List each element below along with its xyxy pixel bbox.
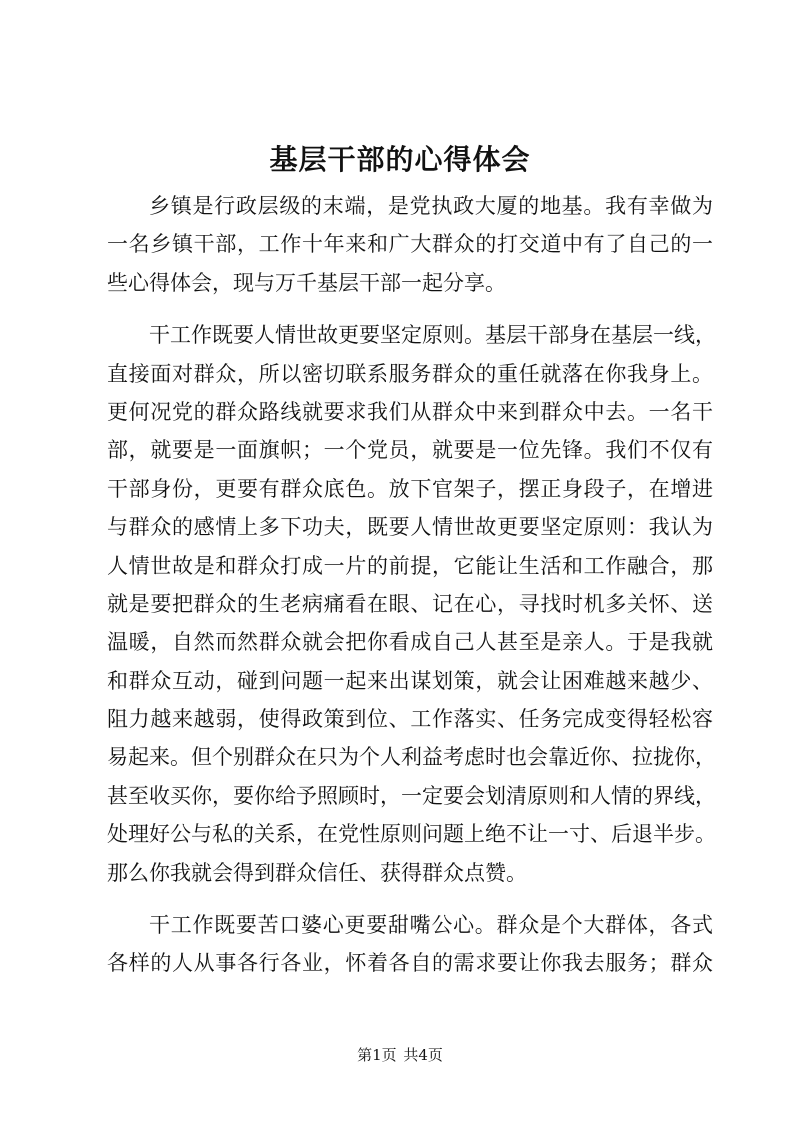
paragraph-2-line-8: 就是要把群众的生老病痛看在眼、记在心，寻找时机多关怀、送 [107, 591, 713, 616]
paragraph-2-line-14: 处理好公与私的关系，在党性原则问题上绝不让一寸、后退半步。 [107, 822, 716, 847]
paragraph-3-line-1: 干工作既要苦口婆心更要甜嘴公心。群众是个大群体，各式 [149, 913, 713, 938]
paragraph-2-line-2: 直接面对群众，所以密切联系服务群众的重任就落在你我身上。 [107, 361, 713, 386]
paragraph-2-line-15: 那么你我就会得到群众信任、获得群众点赞。 [107, 860, 527, 885]
page-number-label: 第1页 [357, 1046, 397, 1064]
paragraph-2-line-4: 部，就要是一面旗帜；一个党员，就要是一位先锋。我们不仅有 [107, 438, 713, 463]
page-footer [0, 1045, 800, 1065]
paragraph-2-line-11: 阻力越来越弱，使得政策到位、工作落实、任务完成变得轻松容 [107, 707, 713, 732]
page-total-label: 共4页 [403, 1046, 443, 1064]
paragraph-1-line-1: 乡镇是行政层级的末端，是党执政大厦的地基。我有幸做为 [149, 194, 713, 218]
paragraph-2-line-9: 温暖，自然而然群众就会把你看成自己人甚至是亲人。于是我就 [107, 630, 713, 655]
paragraph-2-line-6: 与群众的感情上多下功夫，既要人情世故更要坚定原则：我认为 [107, 515, 713, 540]
paragraph-2-line-13: 甚至收买你，要你给予照顾时，一定要会划清原则和人情的界线， [107, 783, 716, 808]
paragraph-2-line-7: 人情世故是和群众打成一片的前提，它能让生活和工作融合，那 [107, 553, 713, 578]
paragraph-2-line-10: 和群众互动，碰到问题一起来出谋划策，就会让困难越来越少、 [107, 668, 713, 693]
document-body [107, 187, 716, 983]
paragraph-gap [107, 302, 713, 316]
paragraph-2-line-12: 易起来。但个别群众在只为个人利益考虑时也会靠近你、拉拢你， [107, 745, 716, 770]
paragraph-3-line-2: 各样的人从事各行各业，怀着各自的需求要让你我去服务；群众 [107, 951, 713, 976]
paragraph-2-line-3: 更何况党的群众路线就要求我们从群众中来到群众中去。一名干 [107, 399, 713, 424]
paragraph-1-line-3: 些心得体会，现与万千基层干部一起分享。 [107, 270, 506, 295]
document-title: 基层干部的心得体会 [269, 143, 531, 176]
paragraph-2-line-5: 干部身份，更要有群众底色。放下官架子，摆正身段子，在增进 [107, 476, 713, 501]
paragraph-gap [107, 892, 713, 906]
paragraph-1-line-2: 一名乡镇干部，工作十年来和广大群众的打交道中有了自己的一 [107, 232, 713, 257]
paragraph-2-line-1: 干工作既要人情世故更要坚定原则。基层干部身在基层一线， [149, 323, 716, 348]
